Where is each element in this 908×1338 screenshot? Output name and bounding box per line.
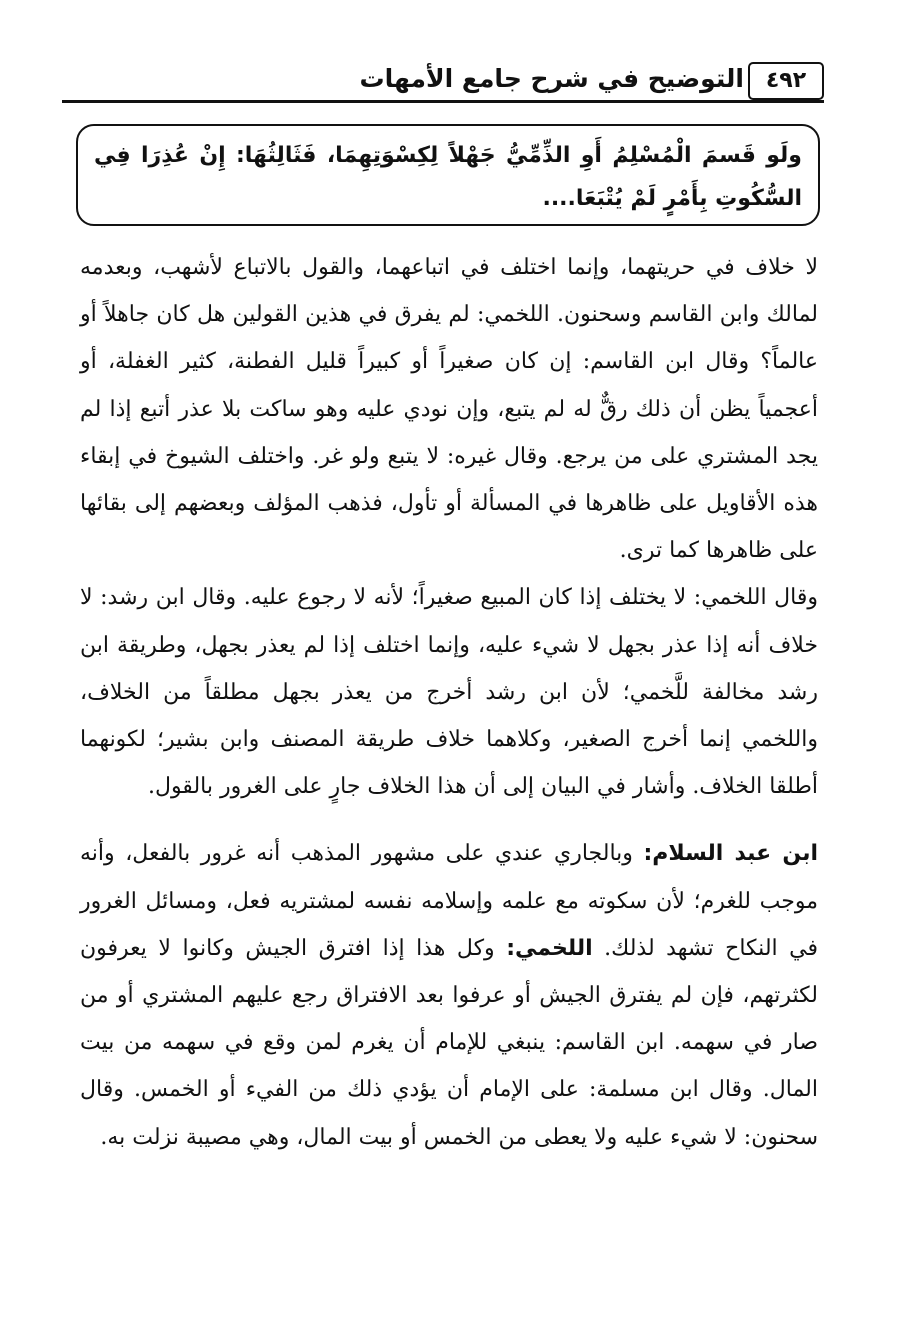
matn-text: ولَو قَسمَ الْمُسْلِمُ أَوِ الذِّمِّيُّ جَهْلاً لِكِسْوَتِهِمَا، فَثَالِثُهَا: إِنْ عُذِرَا فِي السُّكُوتِ بِأَمْرٍ لَمْ يُتْبَعَا.... [94,143,802,211]
paragraph-3 [80,830,818,1160]
header-divider [62,100,824,103]
paragraph-3-text-b: وكل هذا إذا افترق الجيش وكانوا لا يعرفون لكثرتهم، فإن لم يفترق الجيش أو عرفوا بعد الافتراق رجع عليهم المشتري أو من صار في سهمه. ابن القاسم: ينبغي للإمام أن يغرم لمن وقع في سهمه من بيت المال. وقال ابن مسلمة: على الإمام أن يؤدي ذلك من الفيء أو الخمس. وقال سحنون: لا شيء عليه ولا يعطى من الخمس أو بيت المال، وهي مصيبة نزلت به. [80,935,818,1150]
paragraph-1: لا خلاف في حريتهما، وإنما اختلف في اتباعهما، والقول بالاتباع لأشهب، وبعدمه لمالك وابن القاسم وسحنون. اللخمي: لم يفرق في هذين القولين هل كان جاهلاً أو عالماً؟ وقال ابن القاسم: إن كان صغيراً أو كبيراً قليل الفطنة، كثير الغفلة، أو أعجمياً يظن أن ذلك رقٌّ له لم يتبع، وإن نودي عليه وهو ساكت بلا عذر أتبع إذا لم يجد المشتري على من يرجع. وقال غيره: لا يتبع ولو غر. واختلف الشيوخ في إبقاء هذه الأقاويل على ظاهرها في المسألة أو تأول، فذهب المؤلف وبعضهم إلى بقائها على ظاهرها كما ترى. [80,255,818,564]
page-header [62,58,824,104]
commentary-body [80,244,818,1161]
paragraph-3-text-a: وبالجاري عندي على مشهور المذهب أنه غرور بالفعل، وأنه موجب للغرم؛ لأن سكوته مع علمه وإسلامه نفسه لمشتريه فعل، ومسائل الغرور في النكاح تشهد لذلك. [80,841,818,961]
speaker-label: ابن عبد السلام: [643,841,818,867]
paragraph-2: وقال اللخمي: لا يختلف إذا كان المبيع صغيراً؛ لأنه لا رجوع عليه. وقال ابن رشد: لا خلاف أنه إذا عذر بجهل لا شيء عليه، وإنما اختلف إذا لم يعذر بجهل، وطريقة ابن رشد مخالفة للَّخمي؛ لأن ابن رشد أخرج من يعذر بجهل مطلقاً من الخلاف، واللخمي إنما أخرج الصغير، وكلاهما خلاف طريقة المصنف وابن بشير؛ لكونهما أطلقا الخلاف. وأشار في البيان إلى أن هذا الخلاف جارٍ على الغرور بالقول. [80,585,818,800]
book-title: التوضيح في شرح جامع الأمهات [359,64,744,93]
speaker-label: اللخمي: [506,935,593,961]
matn-box [76,124,820,226]
page-number: ٤٩٢ [748,62,824,100]
